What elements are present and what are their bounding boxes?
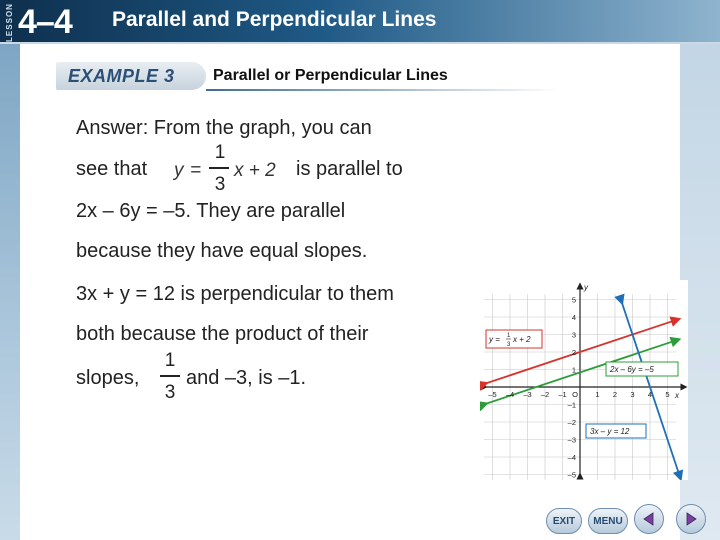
answer-line-7-pre: slopes, xyxy=(76,367,140,389)
answer-line-2-pre: see that xyxy=(76,158,148,180)
tick-label: –3 xyxy=(567,435,576,445)
answer-line-5: 3x + y = 12 is perpendicular to them xyxy=(76,283,394,305)
tick-label: –4 xyxy=(505,390,515,399)
tick-label: –5 xyxy=(488,390,497,399)
equation-fraction-bar xyxy=(209,167,229,169)
equation-fraction-denominator: 3 xyxy=(214,174,226,195)
y-axis-label: y xyxy=(584,283,588,292)
triangle-left-icon xyxy=(642,512,656,526)
lesson-word: LESSON xyxy=(5,2,14,42)
answer-line-2-post: is parallel to xyxy=(296,158,403,180)
tick-label: 4 xyxy=(647,390,653,399)
triangle-right-icon xyxy=(684,512,698,526)
line-blue xyxy=(621,300,680,476)
answer-line-7-post: and –3, is –1. xyxy=(186,367,307,389)
answer-line-6: both because the product of their xyxy=(76,323,369,345)
menu-button[interactable]: MENU xyxy=(588,508,628,534)
tick-label: 3 xyxy=(630,390,635,399)
exit-button[interactable]: EXIT xyxy=(546,508,582,534)
left-decorative-band xyxy=(0,44,20,540)
lesson-header xyxy=(0,0,720,44)
tick-label: –2 xyxy=(540,390,550,399)
label-red-num: 1 xyxy=(507,333,511,339)
graph-lines xyxy=(484,300,680,476)
tick-label: O xyxy=(572,390,578,399)
answer-line-4: because they have equal slopes. xyxy=(76,240,368,262)
label-red-y: y = xyxy=(489,335,500,344)
forward-button[interactable] xyxy=(676,504,706,534)
equation-equals: = xyxy=(190,160,202,181)
tick-label: –1 xyxy=(567,400,576,410)
graph-svg xyxy=(480,280,688,480)
tick-label: –4 xyxy=(567,453,576,462)
label-green: 2x – 6y = –5 xyxy=(610,365,654,374)
header-stripe xyxy=(0,42,720,44)
label-blue: 3x – y = 12 xyxy=(590,427,630,436)
tick-label: –5 xyxy=(567,470,576,480)
tick-label: 5 xyxy=(665,390,670,399)
lesson-title: Parallel and Perpendicular Lines xyxy=(112,8,437,31)
equation-y: y xyxy=(174,160,184,181)
tick-label: –1 xyxy=(558,390,567,399)
x-axis-label: x xyxy=(675,391,679,400)
tick-label: 5 xyxy=(571,295,576,305)
example-title: Parallel or Perpendicular Lines xyxy=(213,67,448,84)
equation-fraction-numerator: 1 xyxy=(214,142,226,163)
slope-fraction-numerator: 1 xyxy=(164,350,176,371)
equation-rest: x + 2 xyxy=(234,160,276,181)
answer-line-1: Answer: From the graph, you can xyxy=(76,117,372,139)
slope-fraction-bar xyxy=(160,375,180,377)
tick-label: 2 xyxy=(571,348,576,357)
example-badge xyxy=(56,62,206,90)
tick-label: 1 xyxy=(595,390,600,399)
label-red-den: 3 xyxy=(507,342,511,348)
tick-label: 3 xyxy=(571,330,576,340)
tick-label: 2 xyxy=(612,390,618,399)
tick-label: –3 xyxy=(523,390,532,399)
example-rule xyxy=(206,89,560,91)
coordinate-graph xyxy=(480,280,688,480)
lesson-number: 4–4 xyxy=(18,3,72,41)
slope-fraction-denominator: 3 xyxy=(164,382,176,403)
tick-label: 4 xyxy=(571,313,576,322)
example-badge-label: EXAMPLE 3 xyxy=(68,66,175,86)
label-red-rest: x + 2 xyxy=(513,335,531,344)
back-button[interactable] xyxy=(634,504,664,534)
tick-label: 1 xyxy=(571,365,576,375)
tick-label: –2 xyxy=(567,418,576,427)
answer-line-3: 2x – 6y = –5. They are parallel xyxy=(76,200,346,222)
graph-axes xyxy=(484,286,684,476)
